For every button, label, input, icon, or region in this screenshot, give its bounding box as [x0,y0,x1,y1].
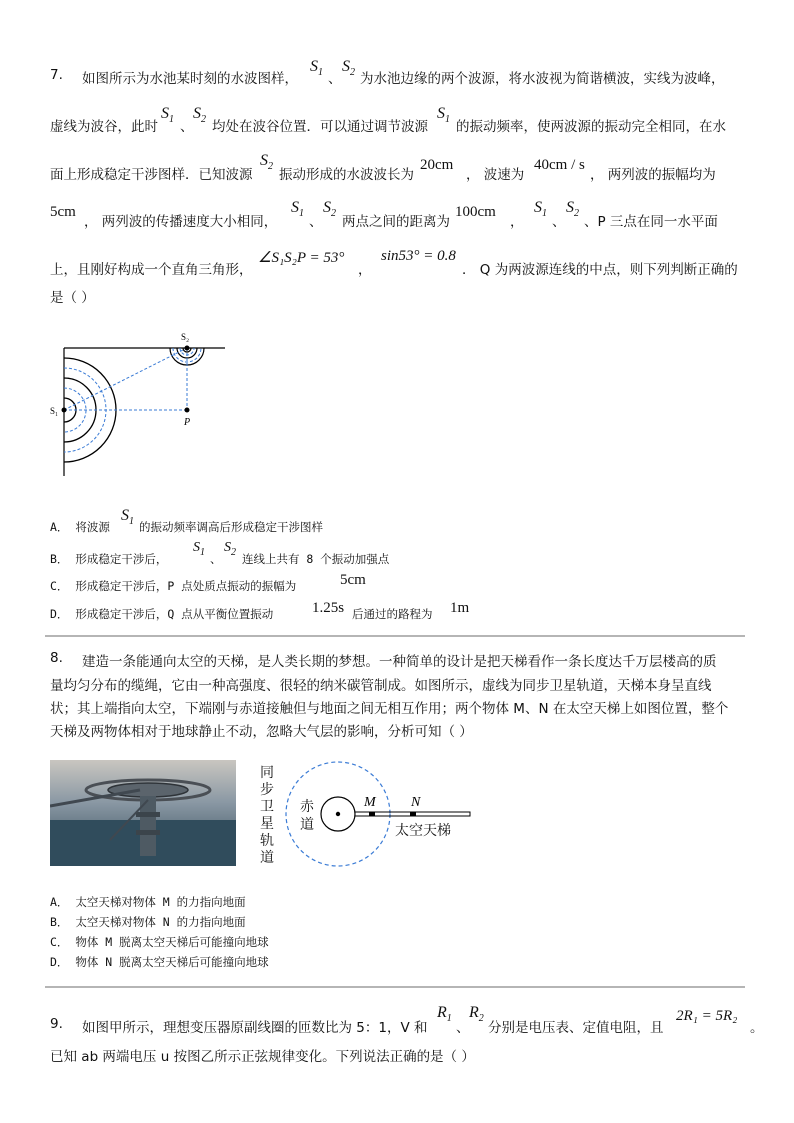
q7-s2: $S_2$ [342,58,355,79]
q7-wave-figure [45,330,235,480]
label-p: P [184,417,191,428]
q9-r1: $R_1$ [437,1004,452,1025]
q7-s1: $S_1$ [437,105,450,126]
q9-period: 。 [750,1020,764,1036]
object-n [410,812,416,816]
point-s2 [185,346,190,351]
q7-text-line3a: 面上形成稳定干涉图样．已知波源 [50,167,253,183]
q7-sep: 、 [552,214,566,230]
q7-amplitude: 5cm [50,204,76,220]
q7-s2: $S_2$ [323,199,336,220]
q9-sep: 、 [456,1020,470,1036]
q7-wave-speed: 40cm / s [534,157,585,173]
separator-7-8 [45,635,745,637]
separator-8-9 [45,986,745,988]
q7-comma: ， [510,214,524,230]
q7-text-line2a: 虚线为波谷，此时 [50,119,158,135]
q8-number: 8. [50,650,63,666]
q7-s2: $S_2$ [260,152,273,173]
q7-option-d: D． 形成稳定干涉后，Q 点从平衡位置振动 [50,607,274,621]
point-s1 [62,408,67,413]
q7-distance: 100cm [455,204,496,220]
q7-text-line1b: 为水池边缘的两个波源，将水波视为简谐横波，实线为波峰， [360,71,725,87]
q8-option-a: A． 太空天梯对物体 M 的力指向地面 [50,895,246,909]
q7-comma2: ， [358,262,372,278]
object-m [369,812,375,816]
q7-sine: sin53° = 0.8 [381,248,456,264]
q7-text-line4b: 两点之间的距离为 [342,214,450,230]
q8-option-c: C． 物体 M 脱离太空天梯后可能撞向地球 [50,935,269,949]
q7-text-line2b: 均处在波谷位置．可以通过调节波源 [212,119,428,135]
q7-wavelength: 20cm [420,157,454,173]
q7-text-line3c: ， 波速为 [466,167,525,183]
q7-text-line4a: ， 两列波的传播速度大小相同， [84,214,278,230]
q7-sep: 、 [328,71,342,87]
orbit-label-char: 道 [260,850,274,866]
label-n: N [411,795,421,810]
equator-label [300,798,316,834]
orbit-label-char: 轨 [260,833,274,849]
q7-text-line4d: 、P 三点在同一水平面 [584,214,718,230]
q8-option-d: D． 物体 N 脱离太空天梯后可能撞向地球 [50,955,269,969]
q7-angle: ∠S₁S₂P = 53° [258,250,345,266]
q7-option-a-tail: 的振动频率调高后形成稳定干涉图样 [139,520,323,534]
label-s2: S₂ [181,332,190,342]
q7-option-b: B． 形成稳定干涉后， [50,552,168,566]
point-p [185,408,190,413]
q7-s1: $S_1$ [161,105,174,126]
q7-option-a: A． 将波源 [50,520,110,534]
q7-option-c: C． 形成稳定干涉后，P 点处质点振动的振幅为 [50,579,297,593]
q9-resistance-relation: 2R₁ = 5R₂ [676,1008,738,1024]
q7-number: 7. [50,67,63,83]
q7-s1: $S_1$ [291,199,304,220]
q9-text-line1a: 如图甲所示，理想变压器原副线圈的匝数比为 5：1，V 和 [82,1020,428,1036]
q7-sep: 、 [210,552,222,566]
q7-option-d-dist: 1m [450,600,470,616]
q7-sep: 、 [180,119,194,135]
orbit-label-char: 卫 [260,799,274,815]
orbit-label [260,765,276,867]
orbit-label-char: 步 [260,782,274,798]
q7-s1: $S_1$ [193,540,205,558]
q7-text-line3d: ， 两列波的振幅均为 [590,167,716,183]
q7-s1: $S_1$ [310,58,323,79]
q7-text-line5a: 上，且刚好构成一个直角三角形， [50,262,253,278]
q7-text-line3b: 振动形成的水波波长为 [279,167,414,183]
q7-text-line2c: 的振动频率，使两波源的振动完全相同，在水 [456,119,726,135]
q7-s1: $S_1$ [121,507,134,528]
q9-text-line2: 已知 ab 两端电压 u 按图乙所示正弦规律变化。下列说法正确的是（ ） [50,1049,475,1065]
q7-s1: $S_1$ [534,199,547,220]
equator-label-char: 道 [300,817,314,833]
q7-text-line6: 是（ ） [50,290,95,306]
q7-option-d-mid: 后通过的路程为 [352,607,433,621]
space-elevator-photo [50,760,236,866]
q8-text-line4: 天梯及两物体相对于地球静止不动，忽略大气层的影响，分析可知（ ） [50,724,473,740]
q7-s2: $S_2$ [566,199,579,220]
q9-r2: $R_2$ [469,1004,484,1025]
orbit-label-char: 星 [260,816,274,832]
q8-text-line1: 建造一条能通向太空的天梯，是人类长期的梦想。一种简单的设计是把天梯看作一条长度达千万层楼高的质 [82,654,717,670]
s1-s2-line [64,348,187,410]
ladder-label: 太空天梯 [395,823,451,839]
label-m: M [364,795,376,810]
q7-sep: 、 [309,214,323,230]
q7-option-c-value: 5cm [340,572,366,588]
q7-text-line5c: ． Q 为两波源连线的中点，则下列判断正确的 [462,262,738,278]
q9-text-line1b: 分别是电压表、定值电阻，且 [488,1020,664,1036]
q7-text-line1a: 如图所示为水池某时刻的水波图样， [82,71,298,87]
q7-option-b-tail: 连线上共有 8 个振动加强点 [242,552,390,566]
q8-option-b: B． 太空天梯对物体 N 的力指向地面 [50,915,246,929]
label-s1: S₁ [50,406,59,416]
q7-s2: $S_2$ [224,540,236,558]
orbit-label-char: 同 [260,765,274,781]
q8-text-line2: 量均匀分布的缆绳，它由一种高强度、很轻的纳米碳管制成。如图所示，虚线为同步卫星轨道，天梯本身呈直线 [50,678,712,694]
q9-number: 9. [50,1016,63,1032]
equator-label-char: 赤 [300,799,314,815]
q8-text-line3: 状；其上端指向太空，下端刚与赤道接触但与地面之间无相互作用；两个物体 M、N 在太空天梯上如图位置，整个 [50,701,729,717]
earth-center [336,812,340,816]
q7-s2: $S_2$ [193,105,206,126]
q7-option-d-time: 1.25s [312,600,345,616]
